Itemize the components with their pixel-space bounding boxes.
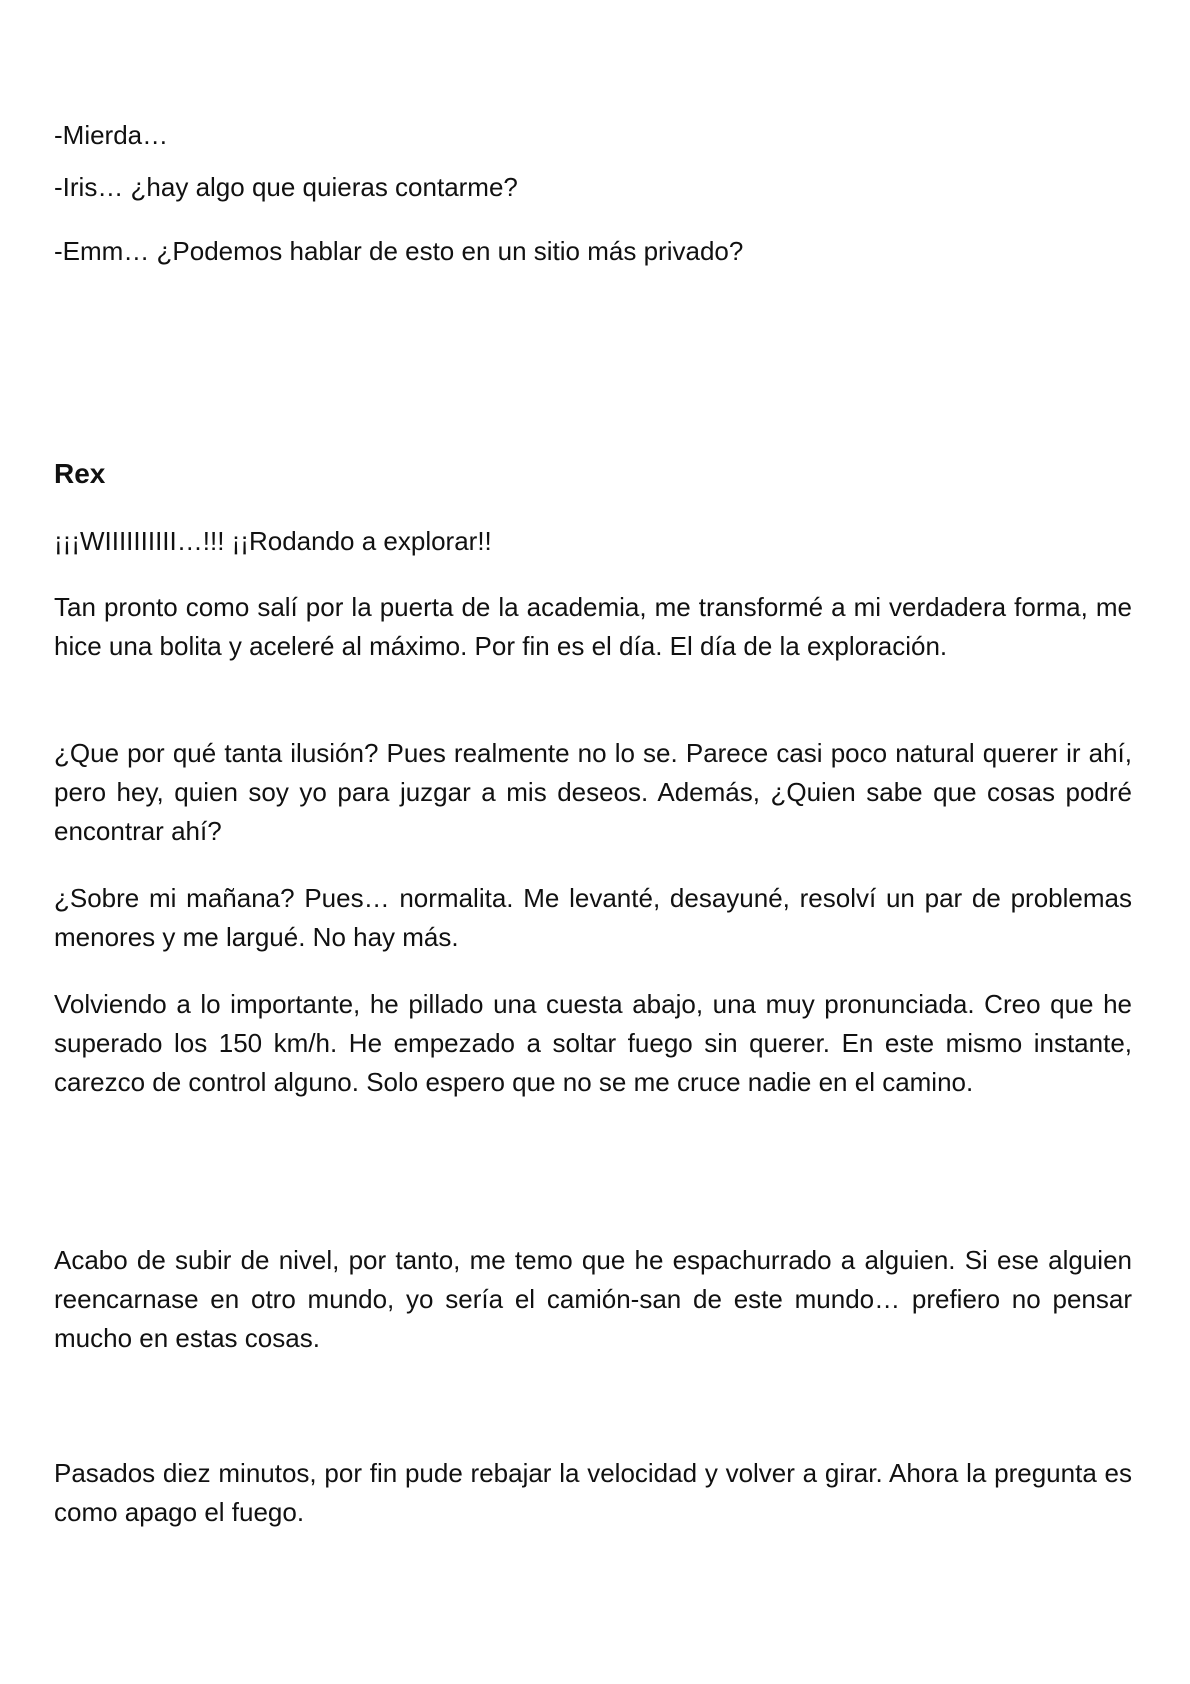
dialogue-line-2: -Iris… ¿hay algo que quieras contarme? <box>54 172 518 202</box>
paragraph-6: Pasados diez minutos, por fin pude rebajar la velocidad y volver a girar. Ahora la pregunta es como apago el fuego. <box>54 1458 1132 1527</box>
paragraph-2: ¿Que por qué tanta ilusión? Pues realmente no lo se. Parece casi poco natural querer ir ahí, pero hey, quien soy yo para juzgar a mis deseos. Además, ¿Quien sabe que cosas podré encontrar ahí? <box>54 738 1132 846</box>
paragraph-4: Volviendo a lo importante, he pillado una cuesta abajo, una muy pronunciada. Creo que he superado los 150 km/h. He empezado a soltar fuego sin querer. En este mismo instante, carezco de control alguno. Solo espero que no se me cruce nadie en el camino. <box>54 989 1132 1097</box>
section-heading: Rex <box>54 458 106 489</box>
paragraph-5: Acabo de subir de nivel, por tanto, me temo que he espachurrado a alguien. Si ese alguien reencarnase en otro mundo, yo sería el camión-san de este mundo… prefiero no pensar mucho en estas cosas. <box>54 1245 1132 1353</box>
exclamation-line: ¡¡¡WIIIIIIIIII…!!! ¡¡Rodando a explorar!! <box>54 526 492 556</box>
dialogue-line-1: -Mierda… <box>54 120 169 150</box>
dialogue-line-3: -Emm… ¿Podemos hablar de esto en un sitio más privado? <box>54 236 744 266</box>
paragraph-3: ¿Sobre mi mañana? Pues… normalita. Me levanté, desayuné, resolví un par de problemas menores y me largué. No hay más. <box>54 883 1132 952</box>
paragraph-1: Tan pronto como salí por la puerta de la academia, me transformé a mi verdadera forma, me hice una bolita y aceleré al máximo. Por fin es el día. El día de la exploración. <box>54 592 1132 661</box>
